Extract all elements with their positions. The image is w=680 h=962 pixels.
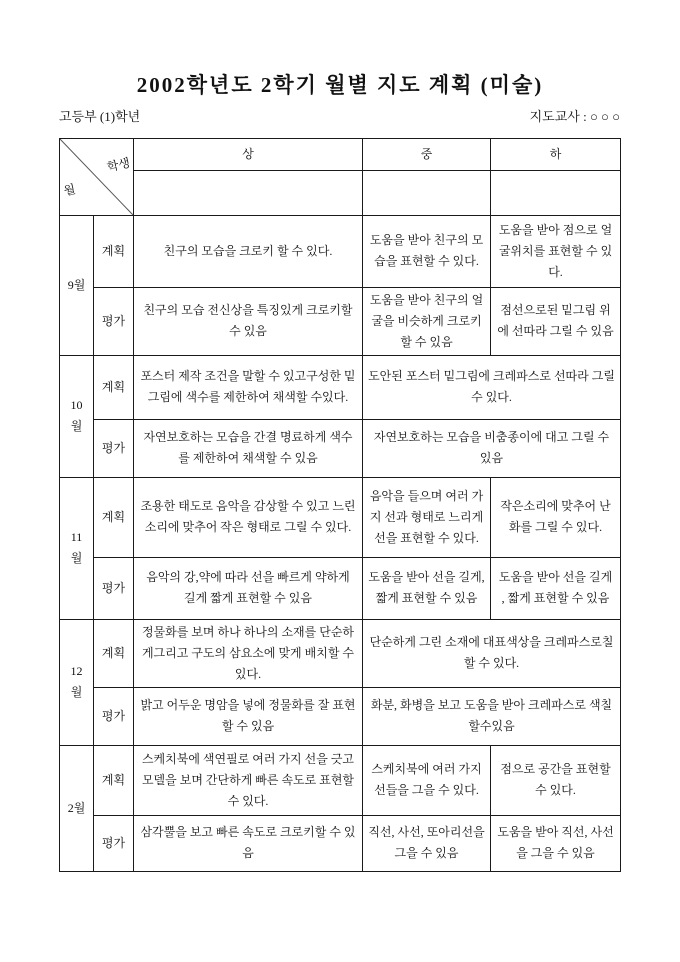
plan-cell-merged: 단순하게 그린 소재에 대표색상을 크레파스로칠할 수 있다. [363,619,621,687]
page-title: 2002학년도 2학기 월별 지도 계획 (미술) [136,73,544,97]
rowtype-plan: 계획 [94,745,134,815]
eval-cell-merged: 자연보호하는 모습을 비춤종이에 대고 그릴 수 있음 [363,419,621,477]
col-header-mid: 중 [363,138,491,170]
eval-cell: 도움을 받아 친구의 얼굴을 비슷하게 크로키 할 수 있음 [363,287,491,355]
plan-cell: 스케치북에 색연필로 여러 가지 선을 긋고 모델을 보며 간단하게 빠른 속도로 표현할수 있다. [134,745,363,815]
monthly-plan-table [59,138,621,872]
table-row [60,477,621,557]
plan-cell: 도움을 받아 점으로 얼굴위치를 표현할 수 있다. [491,215,621,287]
eval-cell-merged: 화분, 화병을 보고 도움을 받아 크레파스로 색칠할수있음 [363,687,621,745]
rowtype-eval: 평가 [94,815,134,871]
subhead-row [59,109,620,125]
teacher-label: 지도교사 : ○ ○ ○ [529,109,620,125]
eval-cell: 밝고 어두운 명암을 넣에 정물화를 잘 표현할 수 있음 [134,687,363,745]
plan-cell: 포스터 제작 조건을 말할 수 있고구성한 밑그림에 색수를 제한하여 채색할 수있다. [134,355,363,419]
plan-cell: 스케치북에 여러 가지선들을 그을 수 있다. [363,745,491,815]
corner-cell [60,138,134,215]
plan-cell: 정물화를 보며 하나 하나의 소재를 단순하게그리고 구도의 삼요소에 맞게 배치할 수있다. [134,619,363,687]
header-empty-cell [363,170,491,215]
grade-label: 고등부 (1)학년 [59,109,141,125]
rowtype-eval: 평가 [94,687,134,745]
header-empty-cell [491,170,621,215]
header-row-1 [60,138,621,170]
rowtype-plan: 계획 [94,619,134,687]
table-row [60,215,621,287]
eval-cell: 도움을 받아 선을 길게, 짧게 표현할 수 있음 [363,557,491,619]
plan-cell: 친구의 모습을 크로키 할 수 있다. [134,215,363,287]
plan-cell-merged: 도안된 포스터 밑그림에 크레파스로 선따라 그릴 수 있다. [363,355,621,419]
table-row [60,815,621,871]
month-cell-nov: 11월 [60,477,94,619]
month-cell-feb: 2월 [60,745,94,871]
table-row [60,419,621,477]
plan-cell: 점으로 공간을 표현할 수 있다. [491,745,621,815]
table-row [60,287,621,355]
rowtype-plan: 계획 [94,355,134,419]
table-row [60,687,621,745]
table-row [60,619,621,687]
corner-student-label: 학생 [105,155,132,175]
eval-cell: 친구의 모습 전신상을 특징있게 크로키할 수 있음 [134,287,363,355]
eval-cell: 직선, 사선, 또아리선을 그을 수 있음 [363,815,491,871]
month-cell-dec: 12월 [60,619,94,745]
rowtype-eval: 평가 [94,557,134,619]
eval-cell: 점선으로된 밑그림 위에 선따라 그릴 수 있음 [491,287,621,355]
eval-cell: 음악의 강,약에 따라 선을 빠르게 약하게 길게 짧게 표현할 수 있음 [134,557,363,619]
plan-cell: 음악을 들으며 여러 가지 선과 형태로 느리게 선을 표현할 수 있다. [363,477,491,557]
eval-cell: 자연보호하는 모습을 간결 명료하게 색수를 제한하여 채색할 수 있음 [134,419,363,477]
plan-cell: 조용한 태도로 음악을 감상할 수 있고 느린소리에 맞추어 작은 형태로 그릴 수 있다. [134,477,363,557]
plan-cell: 도움을 받아 친구의 모습을 표현할 수 있다. [363,215,491,287]
eval-cell: 도움을 받아 직선, 사선을 그을 수 있음 [491,815,621,871]
table-row [60,745,621,815]
table-row [60,557,621,619]
rowtype-eval: 평가 [94,287,134,355]
diagonal-line [60,139,133,215]
col-header-high: 상 [134,138,363,170]
month-cell-sep: 9월 [60,215,94,355]
rowtype-plan: 계획 [94,477,134,557]
eval-cell: 삼각뿔을 보고 빠른 속도로 크로키할 수 있음 [134,815,363,871]
month-cell-oct: 10월 [60,355,94,477]
plan-cell: 작은소리에 맞추어 난화를 그릴 수 있다. [491,477,621,557]
rowtype-plan: 계획 [94,215,134,287]
rowtype-eval: 평가 [94,419,134,477]
eval-cell: 도움을 받아 선을 길게 , 짧게 표현할 수 있음 [491,557,621,619]
corner-month-label: 월 [62,181,77,199]
header-row-2 [60,170,621,215]
col-header-low: 하 [491,138,621,170]
header-empty-cell [134,170,363,215]
table-row [60,355,621,419]
